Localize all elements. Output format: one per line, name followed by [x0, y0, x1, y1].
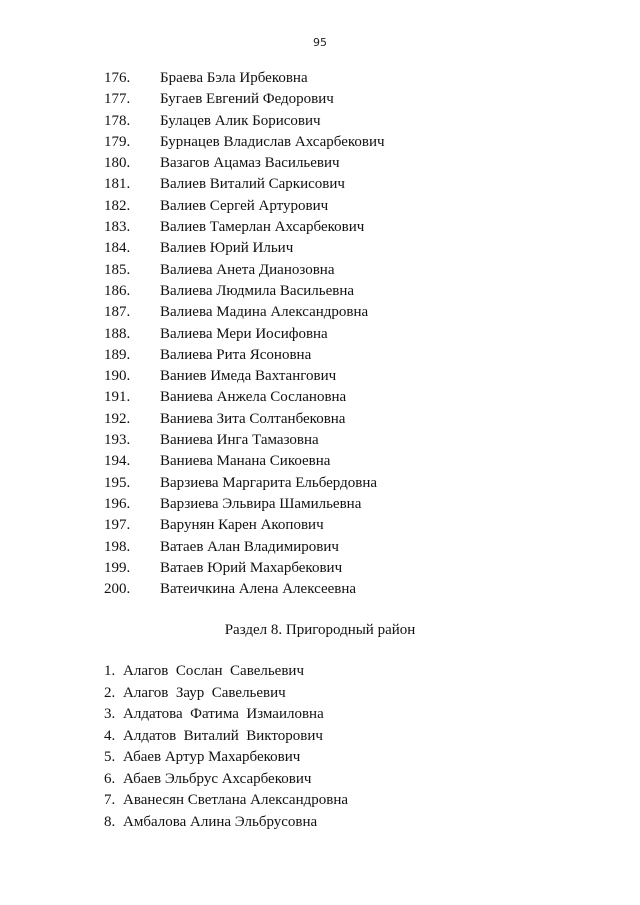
list-item: [0, 790, 640, 812]
item-name: Ватаев Юрий Махарбекович: [160, 559, 343, 576]
item-name: Алдатов Виталий Викторович: [123, 727, 323, 744]
list-item: [0, 683, 640, 705]
list-item: [0, 812, 640, 834]
item-number: 197.: [104, 517, 131, 534]
item-number: 182.: [104, 197, 131, 214]
list-item: [0, 769, 640, 791]
item-number: 198.: [104, 538, 131, 555]
item-number: 190.: [104, 368, 131, 385]
item-name: Валиев Виталий Саркисович: [160, 176, 345, 193]
item-name: Алдатова Фатима Измаиловна: [123, 706, 324, 722]
item-number: 183.: [104, 219, 131, 236]
item-name: Вазагов Ацамаз Васильевич: [160, 155, 340, 172]
list-item: [0, 747, 640, 769]
item-number: 2.: [104, 684, 116, 701]
item-name: Абаев Артур Махарбекович: [123, 749, 301, 765]
item-number: 191.: [104, 389, 131, 406]
item-name: Алагов Сослан Савельевич: [123, 663, 304, 679]
item-name: Ватеичкина Алена Алексеевна: [160, 581, 357, 598]
item-name: Валиев Юрий Ильич: [160, 240, 294, 257]
list-item: [0, 387, 640, 408]
item-number: 5.: [104, 749, 116, 765]
item-number: 199.: [104, 559, 131, 576]
item-name: Валиева Людмила Васильевна: [160, 282, 355, 299]
item-number: 3.: [104, 706, 116, 722]
item-name: Бурнацев Владислав Ахсарбекович: [160, 133, 385, 150]
item-number: 188.: [104, 325, 131, 342]
item-name: Абаев Эльбрус Ахсарбекович: [123, 770, 312, 787]
list-item: [0, 217, 640, 238]
item-name: Булацев Алик Борисович: [160, 112, 321, 129]
list-item: [0, 558, 640, 579]
list-item: [0, 302, 640, 323]
section-name-list: [0, 661, 640, 833]
item-name: Валиева Мадина Александровна: [160, 304, 369, 321]
item-number: 186.: [104, 282, 131, 299]
item-number: 200.: [104, 581, 131, 598]
item-number: 185.: [104, 261, 131, 278]
item-number: 179.: [104, 133, 131, 150]
list-item: [0, 89, 640, 110]
item-name: Ваниева Манана Сикоевна: [160, 453, 331, 470]
item-number: 178.: [104, 112, 131, 129]
list-item: [0, 196, 640, 217]
item-name: Варзиева Маргарита Ельбердовна: [160, 474, 378, 491]
item-name: Ваниева Зита Солтанбековна: [160, 410, 346, 427]
item-number: 196.: [104, 495, 131, 512]
item-name: Валиев Сергей Артурович: [160, 197, 329, 214]
item-number: 1.: [104, 663, 116, 679]
list-item: [0, 661, 640, 683]
item-name: Ваниева Инга Тамазовна: [160, 432, 319, 449]
list-item: [0, 515, 640, 536]
section-heading: Раздел 8. Пригородный район: [224, 622, 416, 638]
item-number: 194.: [104, 453, 131, 470]
page-number: 95: [313, 36, 327, 49]
item-name: Валиев Тамерлан Ахсарбекович: [160, 219, 365, 236]
item-number: 180.: [104, 155, 131, 172]
list-item: [0, 281, 640, 302]
list-item: [0, 260, 640, 281]
item-name: Варзиева Эльвира Шамильевна: [160, 495, 362, 512]
list-item: [0, 238, 640, 259]
item-number: 193.: [104, 432, 131, 449]
item-number: 187.: [104, 304, 131, 321]
list-item: [0, 345, 640, 366]
list-item: [0, 451, 640, 472]
list-item: [0, 153, 640, 174]
list-item: [0, 494, 640, 515]
item-name: Амбалова Алина Эльбрусовна: [123, 813, 318, 830]
item-name: Аванесян Светлана Александровна: [123, 792, 348, 808]
list-item: [0, 324, 640, 345]
list-item: [0, 111, 640, 132]
list-item: [0, 726, 640, 748]
item-name: Варунян Карен Акопович: [160, 517, 324, 534]
item-number: 176.: [104, 70, 131, 86]
item-number: 195.: [104, 474, 131, 491]
item-number: 184.: [104, 240, 131, 257]
item-number: 192.: [104, 410, 131, 427]
item-number: 177.: [104, 91, 131, 108]
list-item: [0, 366, 640, 387]
list-item: [0, 704, 640, 726]
item-number: 8.: [104, 813, 116, 830]
item-number: 7.: [104, 792, 116, 808]
item-name: Браева Бэла Ирбековна: [160, 70, 308, 86]
item-name: Валиева Мери Иосифовна: [160, 325, 328, 342]
item-name: Ваниев Имеда Вахтангович: [160, 368, 337, 385]
list-item: [0, 537, 640, 558]
list-item: [0, 579, 640, 600]
list-item: [0, 473, 640, 494]
item-name: Валиева Рита Ясоновна: [160, 346, 312, 363]
item-number: 181.: [104, 176, 131, 193]
list-item: [0, 430, 640, 451]
item-name: Валиева Анета Дианозовна: [160, 261, 335, 278]
list-item: [0, 132, 640, 153]
item-number: 6.: [104, 770, 116, 787]
item-number: 4.: [104, 727, 116, 744]
item-name: Алагов Заур Савельевич: [123, 684, 286, 701]
list-item: [0, 174, 640, 195]
item-name: Ватаев Алан Владимирович: [160, 538, 339, 555]
item-name: Бугаев Евгений Федорович: [160, 91, 334, 108]
item-number: 189.: [104, 346, 131, 363]
item-name: Ваниева Анжела Сослановна: [160, 389, 347, 406]
list-item: [0, 68, 640, 89]
name-list: [0, 68, 640, 600]
list-item: [0, 409, 640, 430]
